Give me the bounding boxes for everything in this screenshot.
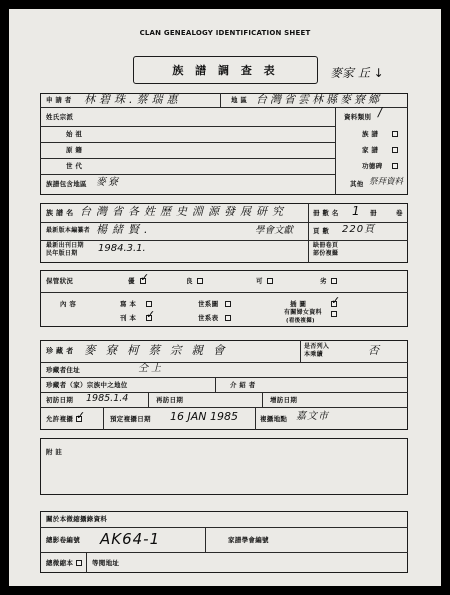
first-visit-value: 1985.1.4 [86, 393, 129, 404]
row-divider [40, 292, 408, 293]
fascicle-unit: 卷 [396, 209, 403, 217]
content-women-sublabel: (看後複攝) [286, 318, 315, 324]
holder-address-label: 珍藏者住址 [46, 366, 80, 374]
condition-good-label: 良 [186, 277, 193, 285]
content-lineage-table-checkbox [225, 315, 231, 321]
include-label-line1: 是否列入 [304, 343, 330, 350]
volumes-value: 1 [352, 204, 360, 218]
region-label: 地 區 [231, 96, 248, 104]
holder-address-value: 仝上 [138, 363, 164, 374]
content-label: 內 容 [60, 300, 77, 308]
coverage-value: 麥寮 [96, 177, 120, 188]
roll-number-label: 總影卷編號 [46, 536, 80, 544]
row-divider [40, 527, 408, 528]
row-divider [40, 174, 335, 175]
missing-label-line1: 缺冊卷頁 [313, 242, 339, 249]
volume-unit: 冊 [370, 209, 377, 217]
generation-label: 世 代 [66, 162, 83, 170]
row-divider [40, 377, 408, 378]
row-divider [40, 126, 335, 127]
column-divider [255, 407, 256, 430]
condition-excellent-checkbox [140, 278, 146, 284]
content-printed-checkbox [146, 315, 152, 321]
column-divider [300, 340, 301, 362]
holder-value: 麥寮柯蔡宗親會 [84, 343, 235, 357]
column-divider [205, 527, 206, 552]
date-label-line2: 民年版日期 [46, 250, 78, 257]
editor-label: 最新版本編纂者 [46, 227, 91, 234]
applicant-value: 林碧珠.蔡瑞惠 [84, 93, 182, 106]
book-title-label: 族 譜 名 [46, 209, 74, 217]
handwritten-file-mark: 麥家 丘 ↓ [330, 66, 384, 80]
book-title-value: 台灣省各姓歷史淵源發展研究 [80, 205, 288, 218]
content-illustrations-checkbox [331, 301, 337, 307]
microfilm-header-label: 關於本微縮攝錄資料 [46, 515, 108, 523]
volumes-label: 冊 數 名 [313, 209, 339, 217]
column-divider [262, 392, 263, 407]
publisher-note: 學會文獻 [255, 225, 294, 236]
applicant-label: 申 請 者 [46, 96, 72, 104]
form-title: 族 譜 調 查 表 [172, 64, 279, 77]
first-visit-label: 初訪日期 [46, 396, 74, 404]
row-divider [40, 362, 408, 363]
introducer-label: 介 紹 者 [230, 381, 256, 389]
category-family-label: 家 譜 [362, 146, 379, 154]
condition-section [40, 270, 408, 327]
lineage-label: 姓氏宗派 [46, 113, 74, 121]
condition-poor-checkbox [331, 278, 337, 284]
form-title-box [133, 56, 318, 84]
condition-excellent-label: 優 [128, 277, 135, 285]
ancestor-label: 始 祖 [66, 130, 83, 138]
column-divider [103, 407, 104, 430]
holder-status-label: 珍藏者（家）宗族中之地位 [46, 381, 128, 389]
condition-label: 保管狀況 [46, 277, 74, 285]
date-label-line1: 最新出刊日期 [46, 242, 84, 249]
category-label: 資料類別 [344, 113, 372, 121]
content-women-label: 有關婦女資料 [284, 309, 322, 316]
origin-label: 原 籍 [66, 146, 83, 154]
second-visit-label: 再訪日期 [156, 396, 184, 404]
category-family-checkbox [392, 147, 398, 153]
coverage-label: 族譜包含地區 [46, 180, 87, 188]
notes-label: 附 註 [46, 448, 63, 456]
content-manuscript-label: 寫 本 [120, 300, 137, 308]
row-divider [40, 552, 408, 553]
category-mark: / [378, 105, 383, 119]
condition-poor-label: 劣 [320, 277, 327, 285]
content-lineage-table-label: 世系表 [198, 314, 219, 322]
microfilm-copy-checkbox [76, 560, 82, 566]
scheduled-date-label: 預定複攝日期 [110, 415, 151, 423]
column-divider [86, 552, 87, 573]
category-genealogy-label: 族 譜 [362, 130, 379, 138]
pages-label: 頁 數 [313, 227, 330, 235]
condition-fair-checkbox [267, 278, 273, 284]
category-other-value: 祭拜資料 [369, 177, 404, 187]
content-manuscript-checkbox [146, 301, 152, 307]
scheduled-date-value: 16 JAN 1985 [170, 410, 238, 423]
english-title: CLAN GENEALOGY IDENTIFICATION SHEET [139, 29, 311, 37]
microfilm-copy-label: 總微縮本 [46, 559, 74, 567]
permission-label: 允許複攝 [46, 415, 74, 423]
missing-label-line2: 部份複攝 [313, 250, 339, 257]
content-lineage-chart-label: 世系圖 [198, 300, 219, 308]
condition-fair-label: 可 [256, 277, 263, 285]
row-divider [40, 240, 408, 241]
third-visit-label: 增訪日期 [270, 396, 298, 404]
row-divider [40, 142, 335, 143]
editor-value: 楊緒賢. [96, 223, 153, 236]
column-divider [220, 93, 221, 107]
category-other-label: 其他 [350, 180, 364, 188]
include-label-line2: 本乘續 [304, 351, 323, 358]
society-number-label: 家譜學會編號 [228, 536, 269, 544]
holder-label: 珍 藏 者 [46, 347, 74, 355]
roll-number-value: AK64-1 [100, 530, 161, 548]
content-printed-label: 刊 本 [120, 314, 137, 322]
column-divider [148, 392, 149, 407]
notes-section [40, 438, 408, 495]
pages-value: 220頁 [342, 224, 376, 235]
content-women-checkbox [331, 311, 337, 317]
location-label: 複攝地點 [260, 415, 288, 423]
region-value: 台灣省雲林縣麥寮鄉 [256, 93, 382, 106]
content-illustrations-label: 插 圖 [290, 300, 307, 308]
date-value: 1984.3.1. [98, 243, 146, 254]
row-divider [40, 158, 335, 159]
condition-good-checkbox [197, 278, 203, 284]
column-divider [308, 203, 309, 263]
row-divider [40, 407, 408, 408]
category-stele-label: 功德碑 [362, 162, 383, 170]
permission-checkbox [76, 416, 82, 422]
row-divider [40, 107, 408, 108]
category-stele-checkbox [392, 163, 398, 169]
content-lineage-chart-checkbox [225, 301, 231, 307]
column-divider [215, 377, 216, 392]
include-value: 否 [368, 344, 379, 357]
column-divider [335, 107, 336, 195]
location-value: 嘉文市 [296, 411, 329, 422]
category-genealogy-checkbox [392, 131, 398, 137]
microfilm-address-label: 等閱地址 [92, 559, 120, 567]
